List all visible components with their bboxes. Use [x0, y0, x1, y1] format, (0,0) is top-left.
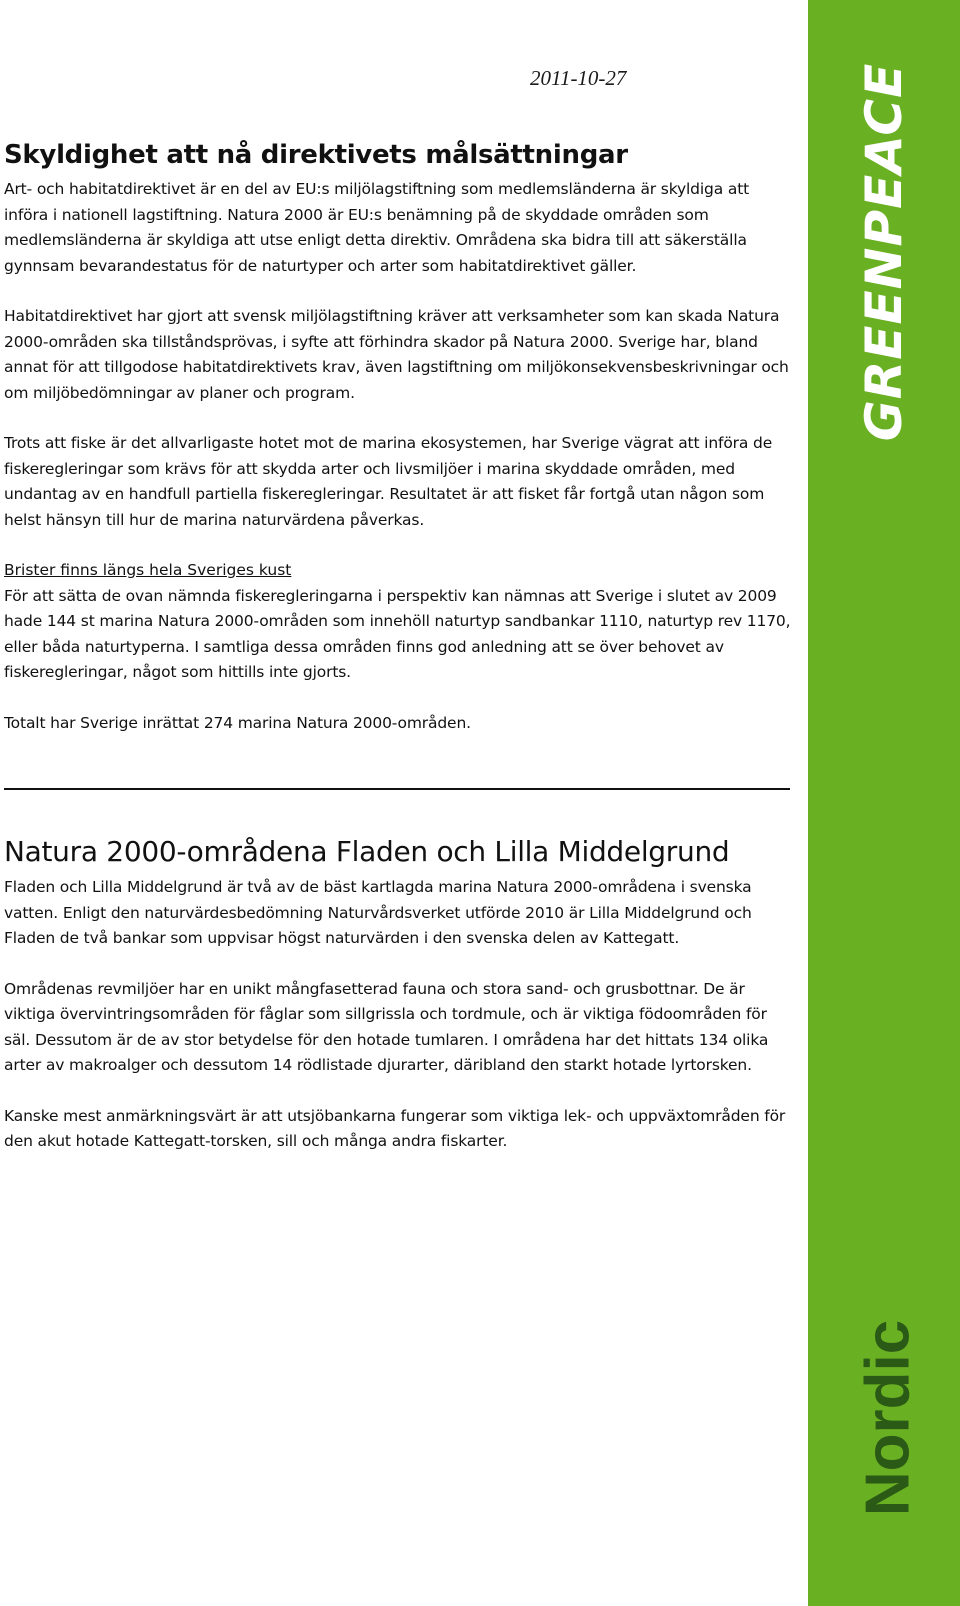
paragraph-reef-environments: Områdenas revmiljöer har en unikt mångfasetterad fauna och stora sand- och grusbottnar. De är viktiga övervintringsområden för fåglar som sillgrissla och tordmule, och är viktiga födoområden för säl. Dessutom är de av stor betydelse för den hotade tumlaren. I områdena har det hittats 134 olika arter av makroalger och dessutom 14 rödlistade djurarter, däribland den starkt hotade lyrtorsken.	[4, 979, 769, 1075]
document-date: 2011-10-27	[530, 66, 627, 90]
section-divider	[4, 788, 790, 790]
paragraph-total-areas: Totalt har Sverige inrättat 274 marina Natura 2000-områden.	[4, 713, 471, 732]
nordic-logo: Nordic	[853, 1319, 923, 1517]
document-body	[4, 138, 796, 1180]
paragraph-fishing-regulations: För att sätta de ovan nämnda fiskeregleringarna i perspektiv kan nämnas att Sverige i slutet av 2009 hade 144 st marina Natura 2000-områden som innehöll naturtyp sandbankar 1110, naturtyp rev 1170, eller båda naturtyperna. I samtliga dessa områden finns god anledning att se över behovet av fiskeregleringar, något som hittills inte gjorts.	[4, 586, 791, 682]
paragraph-fladen-intro: Fladen och Lilla Middelgrund är två av de bäst kartlagda marina Natura 2000-områdena i svenska vatten. Enligt den naturvärdesbedömning Naturvårdsverket utförde 2010 är Lilla Middelgrund och Fladen de två bankar som uppvisar högst naturvärden i den svenska delen av Kattegatt.	[4, 878, 752, 948]
section-title-obligation: Skyldighet att nå direktivets målsättningar	[4, 140, 628, 170]
greenpeace-logo: GREENPEACE	[855, 62, 913, 442]
paragraph-fishing-threat: Trots att fiske är det allvarligaste hotet mot de marina ekosystemen, har Sverige vägrat att införa de fiskeregleringar som krävs för att skydda arter och livsmiljöer i marina skyddade områden, med undantag av en handfull partiella fiskeregleringar. Resultatet är att fisket får fortgå utan någon som helst hänsyn till hur de marina naturvärdena påverkas.	[4, 434, 773, 529]
subheading-coast-shortcomings: Brister finns längs hela Sveriges kust	[4, 561, 292, 580]
brand-sidebar	[808, 0, 960, 1606]
paragraph-directive-intro: Art- och habitatdirektivet är en del av EU:s miljölagstiftning som medlemsländerna är skyldiga att införa i nationell lagstiftning. Natura 2000 är EU:s benämning på de skyddade områden som medlemsländerna är skyldiga att utse enligt detta direktiv. Områdena ska bidra till att säkerställa gynnsam bevarandestatus för de naturtyper och arter som habitatdirektivet gäller.	[4, 180, 750, 275]
paragraph-habitat-legislation: Habitatdirektivet har gjort att svensk miljölagstiftning kräver att verksamheter som kan skada Natura 2000-områden ska tillståndsprövas, i syfte att förhindra skador på Natura 2000. Sverige har, bland annat för att tillgodose habitatdirektivets krav, även lagstiftning om miljökonsekvensbeskrivningar och om miljöbedömningar av planer och program.	[4, 307, 789, 402]
section-title-fladen: Natura 2000-områdena Fladen och Lilla Middelgrund	[4, 835, 730, 869]
paragraph-spawning-grounds: Kanske mest anmärkningsvärt är att utsjöbankarna fungerar som viktiga lek- och uppväxtområden för den akut hotade Kattegatt-torsken, sill och många andra fiskarter.	[4, 1106, 786, 1151]
